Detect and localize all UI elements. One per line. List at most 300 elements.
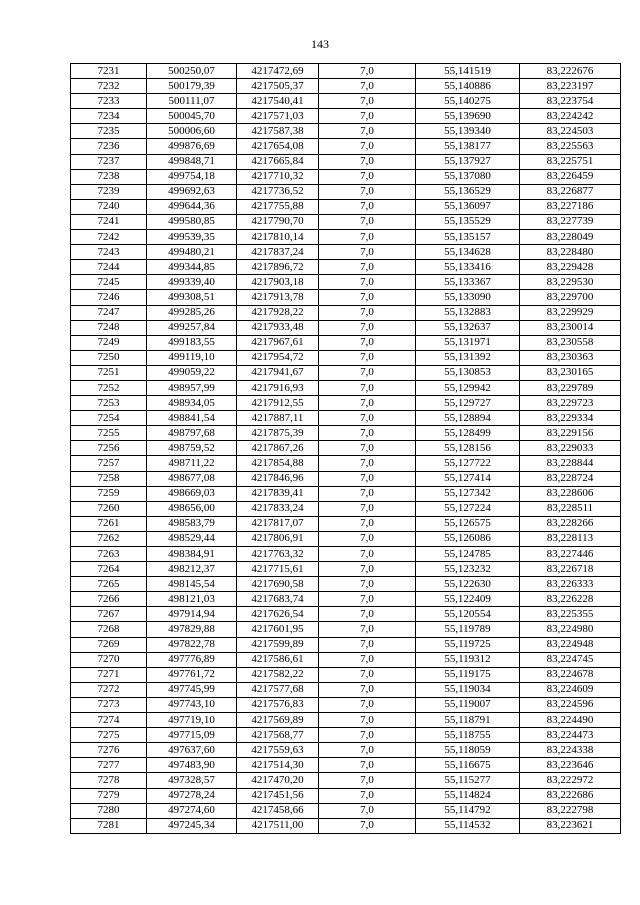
width-cell: 7,0	[319, 501, 416, 516]
latitude-cell: 55,123232	[416, 562, 520, 577]
point-number-cell: 7278	[71, 773, 147, 788]
y-coordinate-cell: 4217626,54	[237, 607, 319, 622]
table-row	[71, 728, 621, 743]
x-coordinate-cell: 499257,84	[147, 320, 237, 335]
y-coordinate-cell: 4217665,84	[237, 154, 319, 169]
width-cell: 7,0	[319, 245, 416, 260]
table-row	[71, 531, 621, 546]
table-row	[71, 516, 621, 531]
y-coordinate-cell: 4217511,00	[237, 818, 319, 833]
table-row	[71, 139, 621, 154]
point-number-cell: 7252	[71, 380, 147, 395]
y-coordinate-cell: 4217576,83	[237, 697, 319, 712]
width-cell: 7,0	[319, 562, 416, 577]
width-cell: 7,0	[319, 803, 416, 818]
y-coordinate-cell: 4217912,55	[237, 396, 319, 411]
longitude-cell: 83,228113	[520, 531, 621, 546]
longitude-cell: 83,225563	[520, 139, 621, 154]
latitude-cell: 55,122630	[416, 577, 520, 592]
latitude-cell: 55,114532	[416, 818, 520, 833]
latitude-cell: 55,130853	[416, 365, 520, 380]
point-number-cell: 7256	[71, 441, 147, 456]
y-coordinate-cell: 4217736,52	[237, 184, 319, 199]
x-coordinate-cell: 498212,37	[147, 562, 237, 577]
coordinates-table	[70, 63, 621, 834]
longitude-cell: 83,228511	[520, 501, 621, 516]
longitude-cell: 83,224609	[520, 682, 621, 697]
point-number-cell: 7276	[71, 743, 147, 758]
width-cell: 7,0	[319, 64, 416, 79]
longitude-cell: 83,222686	[520, 788, 621, 803]
width-cell: 7,0	[319, 728, 416, 743]
point-number-cell: 7261	[71, 516, 147, 531]
latitude-cell: 55,131392	[416, 350, 520, 365]
width-cell: 7,0	[319, 275, 416, 290]
latitude-cell: 55,119007	[416, 697, 520, 712]
x-coordinate-cell: 497761,72	[147, 667, 237, 682]
point-number-cell: 7249	[71, 335, 147, 350]
point-number-cell: 7251	[71, 365, 147, 380]
y-coordinate-cell: 4217715,61	[237, 562, 319, 577]
y-coordinate-cell: 4217887,11	[237, 411, 319, 426]
x-coordinate-cell: 500006,60	[147, 124, 237, 139]
point-number-cell: 7271	[71, 667, 147, 682]
x-coordinate-cell: 497822,78	[147, 637, 237, 652]
latitude-cell: 55,141519	[416, 64, 520, 79]
longitude-cell: 83,228724	[520, 471, 621, 486]
width-cell: 7,0	[319, 335, 416, 350]
longitude-cell: 83,229929	[520, 305, 621, 320]
point-number-cell: 7264	[71, 562, 147, 577]
x-coordinate-cell: 499480,21	[147, 245, 237, 260]
longitude-cell: 83,224948	[520, 637, 621, 652]
y-coordinate-cell: 4217514,30	[237, 758, 319, 773]
x-coordinate-cell: 499344,85	[147, 260, 237, 275]
point-number-cell: 7277	[71, 758, 147, 773]
table-row	[71, 441, 621, 456]
longitude-cell: 83,229428	[520, 260, 621, 275]
x-coordinate-cell: 499308,51	[147, 290, 237, 305]
x-coordinate-cell: 498121,03	[147, 592, 237, 607]
longitude-cell: 83,224678	[520, 667, 621, 682]
point-number-cell: 7263	[71, 547, 147, 562]
table-row	[71, 79, 621, 94]
y-coordinate-cell: 4217837,24	[237, 245, 319, 260]
longitude-cell: 83,229789	[520, 380, 621, 395]
point-number-cell: 7269	[71, 637, 147, 652]
latitude-cell: 55,133416	[416, 260, 520, 275]
latitude-cell: 55,137927	[416, 154, 520, 169]
point-number-cell: 7272	[71, 682, 147, 697]
x-coordinate-cell: 499285,26	[147, 305, 237, 320]
latitude-cell: 55,140275	[416, 94, 520, 109]
width-cell: 7,0	[319, 441, 416, 456]
table-row	[71, 199, 621, 214]
longitude-cell: 83,224980	[520, 622, 621, 637]
longitude-cell: 83,226333	[520, 577, 621, 592]
width-cell: 7,0	[319, 607, 416, 622]
x-coordinate-cell: 497274,60	[147, 803, 237, 818]
latitude-cell: 55,128499	[416, 426, 520, 441]
table-row	[71, 758, 621, 773]
latitude-cell: 55,139690	[416, 109, 520, 124]
x-coordinate-cell: 497743,10	[147, 697, 237, 712]
coordinates-table-body	[71, 64, 621, 834]
width-cell: 7,0	[319, 531, 416, 546]
table-row	[71, 245, 621, 260]
table-row	[71, 154, 621, 169]
point-number-cell: 7248	[71, 320, 147, 335]
latitude-cell: 55,127722	[416, 456, 520, 471]
point-number-cell: 7242	[71, 230, 147, 245]
latitude-cell: 55,119175	[416, 667, 520, 682]
x-coordinate-cell: 498656,00	[147, 501, 237, 516]
latitude-cell: 55,133367	[416, 275, 520, 290]
x-coordinate-cell: 498934,05	[147, 396, 237, 411]
point-number-cell: 7275	[71, 728, 147, 743]
point-number-cell: 7247	[71, 305, 147, 320]
width-cell: 7,0	[319, 154, 416, 169]
y-coordinate-cell: 4217933,48	[237, 320, 319, 335]
width-cell: 7,0	[319, 411, 416, 426]
latitude-cell: 55,134628	[416, 245, 520, 260]
width-cell: 7,0	[319, 697, 416, 712]
longitude-cell: 83,226228	[520, 592, 621, 607]
latitude-cell: 55,136097	[416, 199, 520, 214]
x-coordinate-cell: 498759,52	[147, 441, 237, 456]
point-number-cell: 7240	[71, 199, 147, 214]
x-coordinate-cell: 499339,40	[147, 275, 237, 290]
latitude-cell: 55,128156	[416, 441, 520, 456]
table-row	[71, 109, 621, 124]
point-number-cell: 7270	[71, 652, 147, 667]
latitude-cell: 55,132883	[416, 305, 520, 320]
x-coordinate-cell: 498677,08	[147, 471, 237, 486]
latitude-cell: 55,133090	[416, 290, 520, 305]
latitude-cell: 55,119034	[416, 682, 520, 697]
y-coordinate-cell: 4217599,89	[237, 637, 319, 652]
width-cell: 7,0	[319, 396, 416, 411]
y-coordinate-cell: 4217690,58	[237, 577, 319, 592]
table-row	[71, 652, 621, 667]
y-coordinate-cell: 4217854,88	[237, 456, 319, 471]
latitude-cell: 55,135157	[416, 230, 520, 245]
longitude-cell: 83,226718	[520, 562, 621, 577]
table-row	[71, 773, 621, 788]
width-cell: 7,0	[319, 547, 416, 562]
page-number: 143	[311, 37, 329, 51]
latitude-cell: 55,128894	[416, 411, 520, 426]
latitude-cell: 55,118791	[416, 713, 520, 728]
longitude-cell: 83,227186	[520, 199, 621, 214]
x-coordinate-cell: 498384,91	[147, 547, 237, 562]
x-coordinate-cell: 499848,71	[147, 154, 237, 169]
x-coordinate-cell: 499644,36	[147, 199, 237, 214]
width-cell: 7,0	[319, 320, 416, 335]
y-coordinate-cell: 4217601,95	[237, 622, 319, 637]
width-cell: 7,0	[319, 79, 416, 94]
latitude-cell: 55,131971	[416, 335, 520, 350]
longitude-cell: 83,224338	[520, 743, 621, 758]
longitude-cell: 83,228606	[520, 486, 621, 501]
latitude-cell: 55,114824	[416, 788, 520, 803]
point-number-cell: 7281	[71, 818, 147, 833]
width-cell: 7,0	[319, 169, 416, 184]
x-coordinate-cell: 498669,03	[147, 486, 237, 501]
width-cell: 7,0	[319, 230, 416, 245]
x-coordinate-cell: 498841,54	[147, 411, 237, 426]
y-coordinate-cell: 4217833,24	[237, 501, 319, 516]
table-row	[71, 622, 621, 637]
point-number-cell: 7239	[71, 184, 147, 199]
y-coordinate-cell: 4217586,61	[237, 652, 319, 667]
x-coordinate-cell: 500045,70	[147, 109, 237, 124]
width-cell: 7,0	[319, 471, 416, 486]
y-coordinate-cell: 4217896,72	[237, 260, 319, 275]
point-number-cell: 7244	[71, 260, 147, 275]
y-coordinate-cell: 4217582,22	[237, 667, 319, 682]
point-number-cell: 7260	[71, 501, 147, 516]
point-number-cell: 7245	[71, 275, 147, 290]
point-number-cell: 7235	[71, 124, 147, 139]
latitude-cell: 55,114792	[416, 803, 520, 818]
table-row	[71, 592, 621, 607]
width-cell: 7,0	[319, 667, 416, 682]
table-row	[71, 713, 621, 728]
point-number-cell: 7234	[71, 109, 147, 124]
table-row	[71, 411, 621, 426]
y-coordinate-cell: 4217839,41	[237, 486, 319, 501]
latitude-cell: 55,126086	[416, 531, 520, 546]
width-cell: 7,0	[319, 456, 416, 471]
table-row	[71, 788, 621, 803]
x-coordinate-cell: 499059,22	[147, 365, 237, 380]
latitude-cell: 55,120554	[416, 607, 520, 622]
width-cell: 7,0	[319, 818, 416, 833]
table-row	[71, 471, 621, 486]
y-coordinate-cell: 4217470,20	[237, 773, 319, 788]
longitude-cell: 83,230558	[520, 335, 621, 350]
y-coordinate-cell: 4217817,07	[237, 516, 319, 531]
y-coordinate-cell: 4217810,14	[237, 230, 319, 245]
table-row	[71, 743, 621, 758]
width-cell: 7,0	[319, 773, 416, 788]
width-cell: 7,0	[319, 305, 416, 320]
width-cell: 7,0	[319, 652, 416, 667]
table-row	[71, 547, 621, 562]
longitude-cell: 83,224503	[520, 124, 621, 139]
point-number-cell: 7265	[71, 577, 147, 592]
x-coordinate-cell: 499119,10	[147, 350, 237, 365]
y-coordinate-cell: 4217928,22	[237, 305, 319, 320]
longitude-cell: 83,229033	[520, 441, 621, 456]
x-coordinate-cell: 498797,68	[147, 426, 237, 441]
point-number-cell: 7232	[71, 79, 147, 94]
point-number-cell: 7255	[71, 426, 147, 441]
point-number-cell: 7254	[71, 411, 147, 426]
x-coordinate-cell: 499539,35	[147, 230, 237, 245]
table-row	[71, 803, 621, 818]
longitude-cell: 83,225355	[520, 607, 621, 622]
longitude-cell: 83,229334	[520, 411, 621, 426]
latitude-cell: 55,132637	[416, 320, 520, 335]
table-row	[71, 697, 621, 712]
table-row	[71, 637, 621, 652]
table-row	[71, 501, 621, 516]
point-number-cell: 7267	[71, 607, 147, 622]
y-coordinate-cell: 4217568,77	[237, 728, 319, 743]
table-row	[71, 335, 621, 350]
table-row	[71, 64, 621, 79]
latitude-cell: 55,119725	[416, 637, 520, 652]
table-row	[71, 320, 621, 335]
x-coordinate-cell: 500250,07	[147, 64, 237, 79]
x-coordinate-cell: 498145,54	[147, 577, 237, 592]
latitude-cell: 55,124785	[416, 547, 520, 562]
latitude-cell: 55,119312	[416, 652, 520, 667]
y-coordinate-cell: 4217755,88	[237, 199, 319, 214]
x-coordinate-cell: 497278,24	[147, 788, 237, 803]
width-cell: 7,0	[319, 109, 416, 124]
longitude-cell: 83,226459	[520, 169, 621, 184]
width-cell: 7,0	[319, 788, 416, 803]
point-number-cell: 7243	[71, 245, 147, 260]
width-cell: 7,0	[319, 380, 416, 395]
point-number-cell: 7262	[71, 531, 147, 546]
y-coordinate-cell: 4217806,91	[237, 531, 319, 546]
latitude-cell: 55,129942	[416, 380, 520, 395]
width-cell: 7,0	[319, 184, 416, 199]
latitude-cell: 55,118755	[416, 728, 520, 743]
y-coordinate-cell: 4217571,03	[237, 109, 319, 124]
point-number-cell: 7266	[71, 592, 147, 607]
y-coordinate-cell: 4217903,18	[237, 275, 319, 290]
longitude-cell: 83,229723	[520, 396, 621, 411]
point-number-cell: 7259	[71, 486, 147, 501]
point-number-cell: 7231	[71, 64, 147, 79]
longitude-cell: 83,228049	[520, 230, 621, 245]
x-coordinate-cell: 497776,89	[147, 652, 237, 667]
width-cell: 7,0	[319, 260, 416, 275]
longitude-cell: 83,226877	[520, 184, 621, 199]
table-row	[71, 169, 621, 184]
latitude-cell: 55,116675	[416, 758, 520, 773]
table-row	[71, 577, 621, 592]
table-row	[71, 682, 621, 697]
longitude-cell: 83,223754	[520, 94, 621, 109]
y-coordinate-cell: 4217941,67	[237, 365, 319, 380]
latitude-cell: 55,115277	[416, 773, 520, 788]
table-row	[71, 456, 621, 471]
y-coordinate-cell: 4217458,66	[237, 803, 319, 818]
table-row	[71, 380, 621, 395]
x-coordinate-cell: 497745,99	[147, 682, 237, 697]
longitude-cell: 83,229156	[520, 426, 621, 441]
x-coordinate-cell: 497483,90	[147, 758, 237, 773]
y-coordinate-cell: 4217790,70	[237, 214, 319, 229]
point-number-cell: 7257	[71, 456, 147, 471]
width-cell: 7,0	[319, 577, 416, 592]
width-cell: 7,0	[319, 637, 416, 652]
longitude-cell: 83,224745	[520, 652, 621, 667]
y-coordinate-cell: 4217967,61	[237, 335, 319, 350]
point-number-cell: 7233	[71, 94, 147, 109]
x-coordinate-cell: 499183,55	[147, 335, 237, 350]
longitude-cell: 83,224490	[520, 713, 621, 728]
longitude-cell: 83,222798	[520, 803, 621, 818]
longitude-cell: 83,222972	[520, 773, 621, 788]
longitude-cell: 83,227446	[520, 547, 621, 562]
point-number-cell: 7236	[71, 139, 147, 154]
table-row	[71, 818, 621, 833]
x-coordinate-cell: 497829,88	[147, 622, 237, 637]
table-row	[71, 184, 621, 199]
width-cell: 7,0	[319, 94, 416, 109]
x-coordinate-cell: 497245,34	[147, 818, 237, 833]
width-cell: 7,0	[319, 592, 416, 607]
y-coordinate-cell: 4217683,74	[237, 592, 319, 607]
width-cell: 7,0	[319, 365, 416, 380]
longitude-cell: 83,222676	[520, 64, 621, 79]
latitude-cell: 55,137080	[416, 169, 520, 184]
table-row	[71, 275, 621, 290]
point-number-cell: 7274	[71, 713, 147, 728]
table-row	[71, 214, 621, 229]
width-cell: 7,0	[319, 290, 416, 305]
latitude-cell: 55,138177	[416, 139, 520, 154]
width-cell: 7,0	[319, 486, 416, 501]
latitude-cell: 55,140886	[416, 79, 520, 94]
x-coordinate-cell: 497719,10	[147, 713, 237, 728]
point-number-cell: 7273	[71, 697, 147, 712]
y-coordinate-cell: 4217472,69	[237, 64, 319, 79]
latitude-cell: 55,129727	[416, 396, 520, 411]
y-coordinate-cell: 4217954,72	[237, 350, 319, 365]
latitude-cell: 55,122409	[416, 592, 520, 607]
longitude-cell: 83,228844	[520, 456, 621, 471]
x-coordinate-cell: 499580,85	[147, 214, 237, 229]
latitude-cell: 55,127224	[416, 501, 520, 516]
longitude-cell: 83,230165	[520, 365, 621, 380]
longitude-cell: 83,229700	[520, 290, 621, 305]
width-cell: 7,0	[319, 682, 416, 697]
y-coordinate-cell: 4217587,38	[237, 124, 319, 139]
width-cell: 7,0	[319, 199, 416, 214]
longitude-cell: 83,230363	[520, 350, 621, 365]
table-row	[71, 124, 621, 139]
y-coordinate-cell: 4217875,39	[237, 426, 319, 441]
point-number-cell: 7250	[71, 350, 147, 365]
point-number-cell: 7268	[71, 622, 147, 637]
longitude-cell: 83,229530	[520, 275, 621, 290]
y-coordinate-cell: 4217540,41	[237, 94, 319, 109]
x-coordinate-cell: 498583,79	[147, 516, 237, 531]
latitude-cell: 55,118059	[416, 743, 520, 758]
latitude-cell: 55,127342	[416, 486, 520, 501]
latitude-cell: 55,119789	[416, 622, 520, 637]
longitude-cell: 83,223197	[520, 79, 621, 94]
y-coordinate-cell: 4217569,89	[237, 713, 319, 728]
width-cell: 7,0	[319, 758, 416, 773]
table-row	[71, 426, 621, 441]
latitude-cell: 55,127414	[416, 471, 520, 486]
x-coordinate-cell: 497328,57	[147, 773, 237, 788]
width-cell: 7,0	[319, 622, 416, 637]
x-coordinate-cell: 497914,94	[147, 607, 237, 622]
width-cell: 7,0	[319, 350, 416, 365]
longitude-cell: 83,223646	[520, 758, 621, 773]
longitude-cell: 83,227739	[520, 214, 621, 229]
